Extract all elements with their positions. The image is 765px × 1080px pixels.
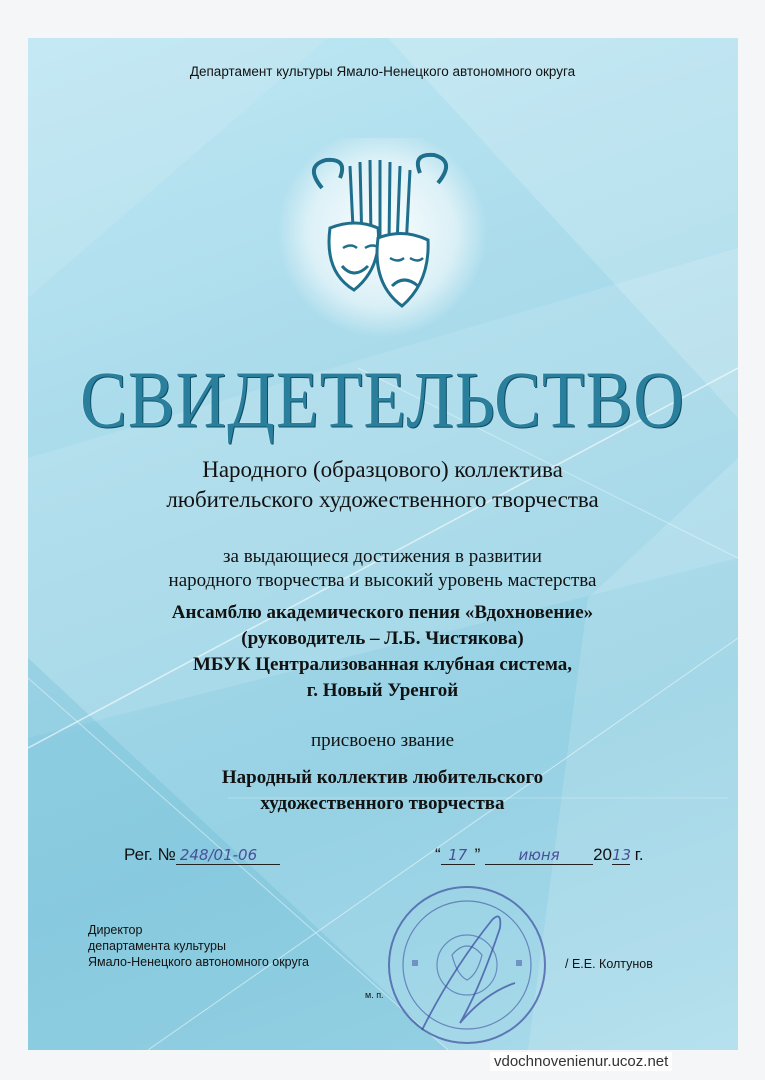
date-day: 17 <box>441 846 475 865</box>
subtitle-line-1: Народного (образцового) коллектива <box>202 457 563 482</box>
subtitle-line-2: любительского художественного творчества <box>166 487 599 512</box>
honor-line-1: Народный коллектив любительского <box>221 767 544 788</box>
date-year-prefix: 20 <box>593 845 612 864</box>
recipient-line-1: Ансамблю академического пения «Вдохновение» <box>171 602 594 623</box>
issue-date: “ 17 ” июня 2013 г. <box>435 845 644 864</box>
registration-value: 248/01-06 <box>176 846 280 865</box>
director-department: департамента культуры <box>88 939 226 953</box>
date-month: июня <box>485 846 593 865</box>
director-position <box>88 922 309 970</box>
seal-place-label: м. п. <box>365 990 384 1000</box>
reason-line-1: за выдающиеся достижения в развитии <box>223 546 542 567</box>
registration-number <box>124 845 280 865</box>
department-header: Департамент культуры Ямало-Ненецкого автономного округа <box>189 64 576 79</box>
site-watermark: vdochnovenienur.ucoz.net <box>490 1052 672 1071</box>
recipient-line-2: (руководитель – Л.Б. Чистякова) <box>241 628 524 649</box>
director-title: Директор <box>88 923 143 937</box>
date-year-unit: г. <box>634 845 644 864</box>
registration-label: Рег. № <box>124 845 176 864</box>
date-year-suffix: 13 <box>611 846 632 864</box>
director-region: Ямало-Ненецкого автономного округа <box>88 955 309 969</box>
signer-name: / Е.Е. Колтунов <box>565 957 653 971</box>
honor-line-2: художественного творчества <box>260 793 505 814</box>
official-stamp-seal <box>382 880 552 1050</box>
document-title: СВИДЕТЕЛЬСТВО <box>80 356 685 445</box>
recipient-line-4: г. Новый Уренгой <box>306 680 459 701</box>
recipient-line-3: МБУК Централизованная клубная система, <box>192 654 573 675</box>
theatre-masks-lyre-icon <box>270 138 495 338</box>
reason-line-2: народного творчества и высокий уровень мастерства <box>168 570 597 591</box>
awarded-text: присвоено звание <box>310 730 455 751</box>
